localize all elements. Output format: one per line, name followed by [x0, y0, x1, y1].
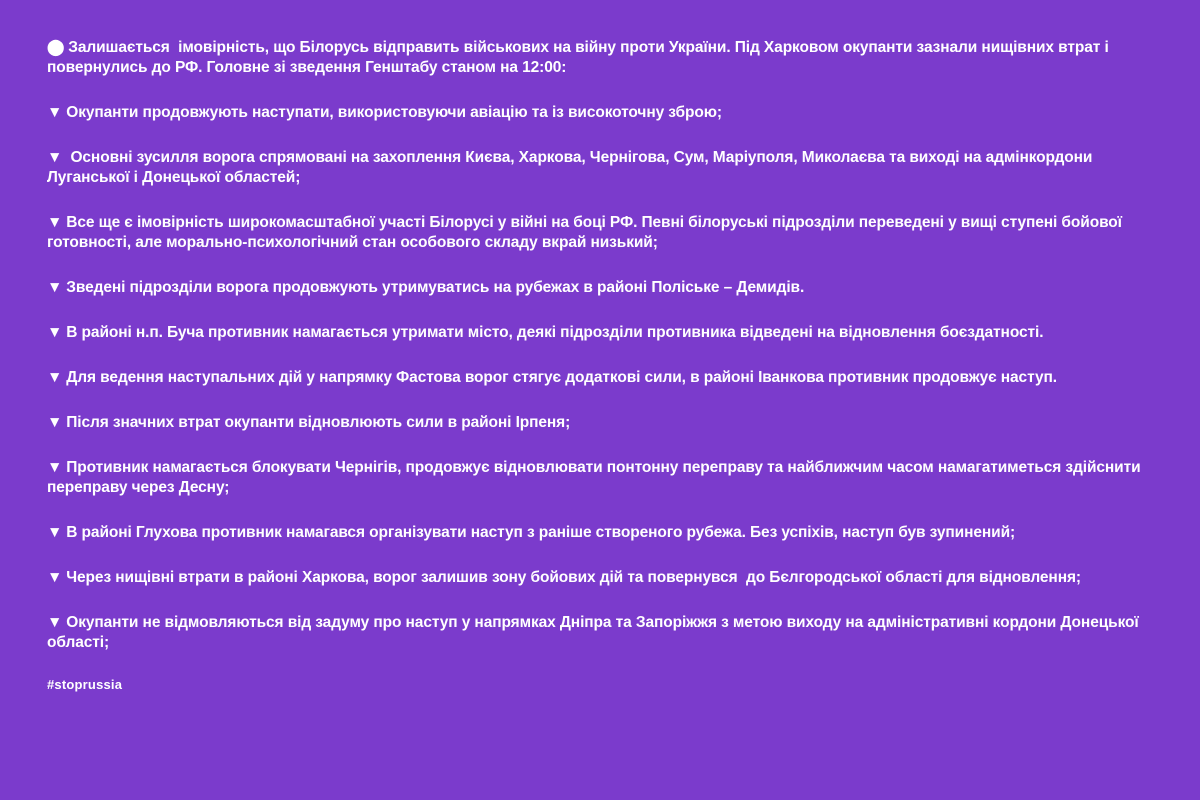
- bullet-item: [47, 613, 1160, 653]
- bullet-text: Після значних втрат окупанти відновлюють сили в районі Ірпеня;: [66, 414, 571, 431]
- bullet-text: В районі Глухова противник намагався організувати наступ з раніше створеного рубежа. Без успіхів, наступ був зупинений;: [66, 524, 1016, 541]
- triangle-down-icon: ▼: [47, 279, 63, 296]
- triangle-down-icon: ▼: [47, 569, 63, 586]
- bullet-text: Все ще є імовірність широкомасштабної участі Білорусі у війні на боці РФ. Певні білоруські підрозділи переведені у вищі ступені бойової готовності, але морально-психологічний стан особового складу вкрай низький;: [47, 214, 1127, 251]
- bullet-item: [47, 568, 1160, 588]
- triangle-down-icon: ▼: [47, 214, 63, 231]
- bullet-text: Окупанти продовжують наступати, використовуючи авіацію та із високоточну зброю;: [66, 104, 722, 121]
- hashtag: #stoprussia: [47, 677, 123, 692]
- bullet-item: [47, 103, 1160, 123]
- bullet-text: Основні зусилля ворога спрямовані на захоплення Києва, Харкова, Чернігова, Сум, Маріуполя, Миколаєва та виході на адмінкордони Луганської і Донецької областей;: [47, 149, 1097, 186]
- bullet-item: [47, 413, 1160, 433]
- triangle-down-icon: ▼: [47, 614, 63, 631]
- bullet-text: Противник намагається блокувати Чернігів, продовжує відновлювати понтонну переправу та найближчим часом намагатиметься здійснити переправу через Десну;: [47, 459, 1145, 496]
- bullet-item: [47, 323, 1160, 343]
- bullet-item: [47, 458, 1160, 498]
- bullet-item: [47, 213, 1160, 253]
- bullet-text: Окупанти не відмовляються від задуму про наступ у напрямках Дніпра та Запоріжжя з метою виходу на адміністративні кордони Донецької області;: [47, 614, 1143, 651]
- circle-bullet-icon: ⬤: [47, 39, 65, 56]
- triangle-down-icon: ▼: [47, 104, 63, 121]
- triangle-down-icon: ▼: [47, 459, 63, 476]
- triangle-down-icon: ▼: [47, 524, 63, 541]
- bullet-item: [47, 278, 1160, 298]
- triangle-down-icon: ▼: [47, 414, 63, 431]
- bullet-text: В районі н.п. Буча противник намагається утримати місто, деякі підрозділи противника відведені на відновлення боєздатності.: [66, 324, 1044, 341]
- bullet-text: Через нищівні втрати в районі Харкова, ворог залишив зону бойових дій та повернувся до Бєлгородської області для відновлення;: [66, 569, 1081, 586]
- intro-text: Залишається імовірність, що Білорусь відправить військових на війну проти України. Під Харковом окупанти зазнали нищівних втрат і повернулись до РФ. Головне зі зведення Генштабу станом на 12:00:: [47, 39, 1113, 76]
- triangle-down-icon: ▼: [47, 369, 63, 386]
- triangle-down-icon: ▼: [47, 149, 63, 166]
- bullet-item: [47, 523, 1160, 543]
- intro-paragraph: [47, 38, 1160, 78]
- triangle-down-icon: ▼: [47, 324, 63, 341]
- bullet-text: Для ведення наступальних дій у напрямку Фастова ворог стягує додаткові сили, в районі Іванкова противник продовжує наступ.: [66, 369, 1057, 386]
- bullet-item: [47, 368, 1160, 388]
- bullet-item: [47, 148, 1160, 188]
- bullet-text: Зведені підрозділи ворога продовжують утримуватись на рубежах в районі Поліське – Демидів.: [66, 279, 805, 296]
